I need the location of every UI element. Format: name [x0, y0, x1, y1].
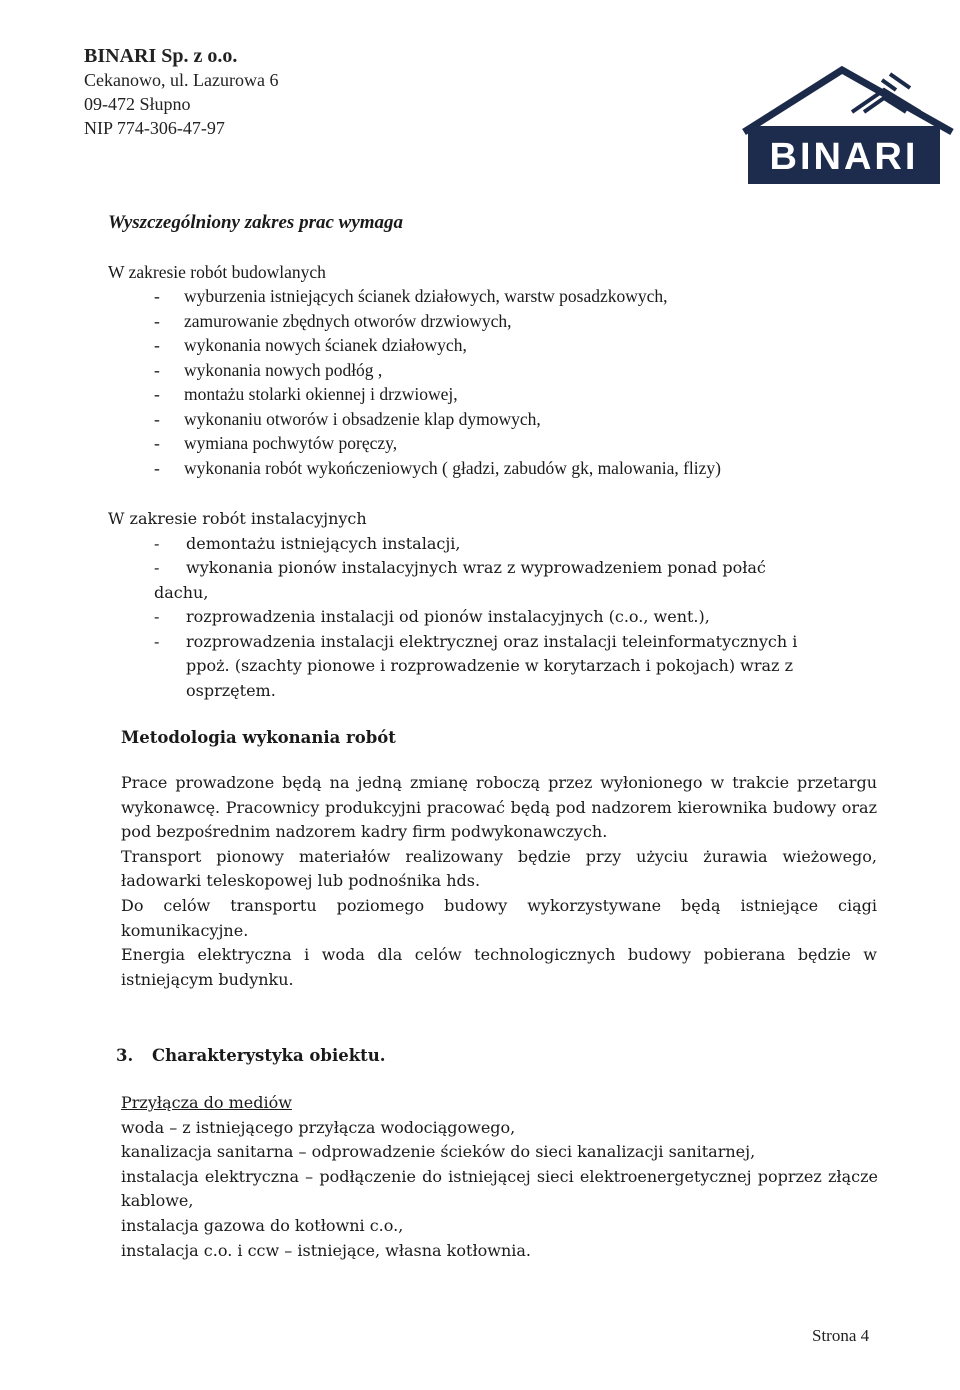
list-item-continuation: dachu, — [154, 582, 209, 602]
company-address-city: 09-472 Słupno — [84, 94, 191, 114]
construction-list — [108, 284, 888, 480]
list-item: - wykonania robót wykończeniowych ( gładzi, zabudów gk, malowania, flizy) — [154, 457, 721, 478]
company-nip: NIP 774-306-47-97 — [84, 118, 225, 138]
methodology-section — [121, 728, 877, 992]
methodology-heading: Metodologia wykonania robót — [121, 728, 396, 747]
company-address-street: Cekanowo, ul. Lazurowa 6 — [84, 70, 279, 90]
list-item-continuation: osprzętem. — [186, 680, 276, 700]
binari-logo — [734, 60, 960, 186]
list-item: - wyburzenia istniejących ścianek działowych, warstw posadzkowych, — [154, 286, 668, 306]
scope-section — [108, 212, 888, 480]
list-item: - zamurowanie zbędnych otworów drzwiowych, — [154, 310, 512, 331]
media-item: instalacja c.o. i ccw – istniejące, własna kotłownia. — [121, 1240, 531, 1260]
section-title: Charakterystyka obiektu. — [152, 1046, 386, 1065]
installation-lead: W zakresie robót instalacyjnych — [108, 509, 367, 528]
methodology-paragraph: Transport pionowy materiałów realizowany będzie przy użyciu żurawia wieżowego, ładowarki teleskopowej lub podnośnika hds. — [121, 846, 877, 891]
methodology-paragraph: Energia elektryczna i woda dla celów technologicznych budowy pobierana będzie w istniejącym budynku. — [121, 945, 877, 989]
company-name: BINARI Sp. z o.o. — [84, 45, 238, 67]
list-item: - wykonania pionów instalacyjnych wraz z wyprowadzeniem ponad połać — [154, 558, 766, 577]
list-item: - rozprowadzenia instalacji elektrycznej oraz instalacji teleinformatycznych i — [154, 631, 798, 651]
list-item: - montażu stolarki okiennej i drzwiowej, — [154, 384, 458, 404]
list-item: - rozprowadzenia instalacji od pionów instalacyjnych (c.o., went.), — [154, 607, 710, 626]
installation-list — [108, 532, 888, 704]
media-item: kanalizacja sanitarna – odprowadzenie ścieków do sieci kanalizacji sanitarnej, — [121, 1142, 756, 1162]
media-item: woda – z istniejącego przyłącza wodociągowego, — [121, 1117, 516, 1137]
methodology-paragraph: Prace prowadzone będą na jedną zmianę roboczą przez wyłonionego w trakcie przetargu wykonawcę. Pracownicy produkcyjni pracować będą pod nadzorem kierownika budowy oraz pod bezpośrednim nadzorem kadry firm podwykonawczych. — [121, 773, 877, 842]
list-item: - wymiana pochwytów poręczy, — [154, 433, 398, 453]
logo-wordmark: BINARI — [769, 136, 919, 178]
construction-lead: W zakresie robót budowlanych — [108, 262, 326, 282]
media-item: instalacja elektryczna – podłączenie do istniejącej sieci elektroenergetycznej poprzez złącze kablowe, — [121, 1166, 878, 1211]
list-item: - wykonaniu otworów i obsadzenie klap dymowych, — [154, 408, 541, 429]
media-item: instalacja gazowa do kotłowni c.o., — [121, 1215, 404, 1235]
scope-heading: Wyszczególniony zakres prac wymaga — [108, 212, 404, 233]
list-item: - wykonania nowych ścianek działowych, — [154, 335, 467, 355]
methodology-paragraph: Do celów transportu poziomego budowy wykorzystywane będą istniejące ciągi komunikacyjne. — [121, 895, 877, 940]
media-subheading: Przyłącza do mediów — [121, 1093, 292, 1112]
page-number: Strona 4 — [812, 1326, 870, 1345]
characteristics-section — [116, 1046, 878, 1263]
letterhead — [84, 44, 919, 178]
list-item: - wykonania nowych podłóg , — [154, 359, 383, 380]
list-item: - demontażu istniejących instalacji, — [154, 533, 461, 553]
characteristics-heading — [116, 1046, 878, 1065]
list-item-continuation: ppoż. (szachty pionowe i rozprowadzenie w korytarzach i pokojach) wraz z — [186, 656, 793, 675]
section-number: 3. — [116, 1046, 134, 1065]
installation-section — [108, 507, 888, 703]
